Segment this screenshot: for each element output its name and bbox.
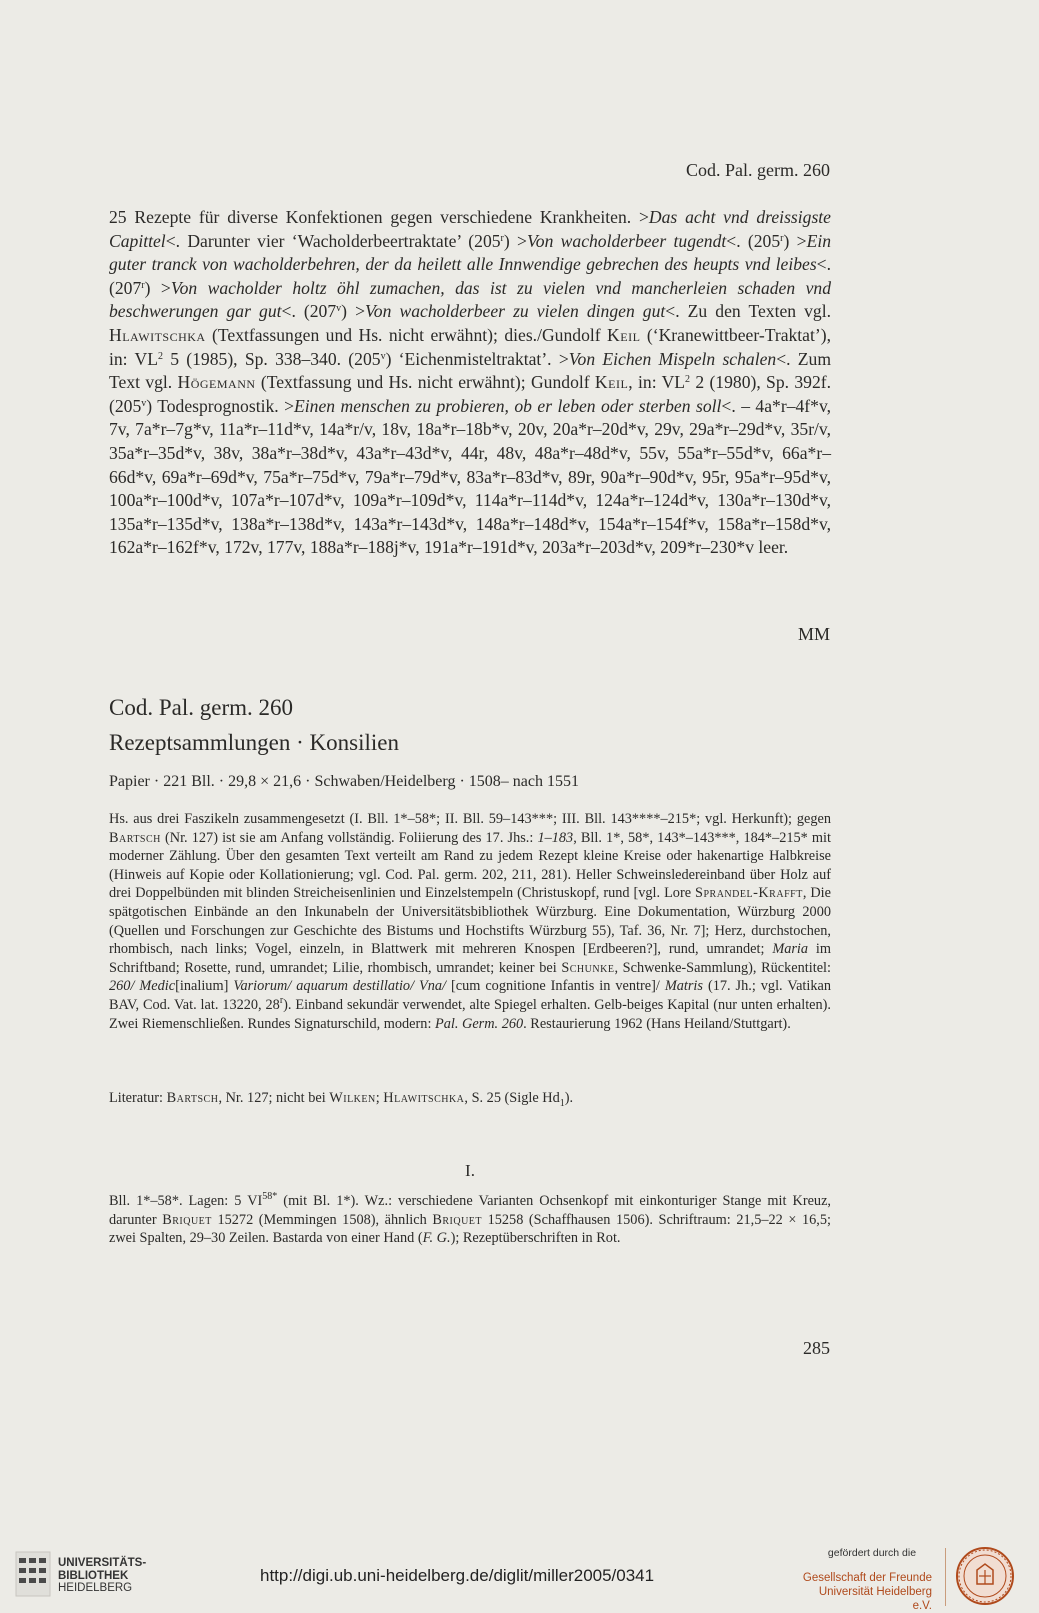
ub-heidelberg-logo (14, 1550, 52, 1598)
running-head: Cod. Pal. germ. 260 (686, 160, 830, 180)
library-name: UNIVERSITÄTS- BIBLIOTHEK HEIDELBERG (58, 1557, 147, 1594)
literature-line: Literatur: Bartsch, Nr. 127; nicht bei Wilken; Hlawitschka, S. 25 (Sigle $Hd_1$). (109, 1090, 574, 1109)
entry-title: Cod. Pal. germ. 260 (109, 695, 293, 720)
page-number: 285 (803, 1338, 830, 1358)
sponsor-block: gefördert durch die Gesellschaft der Freunde Universität Heidelberg e.V. (802, 1547, 932, 1612)
previous-entry-paragraph: 25 Rezepte für diverse Konfektionen gegen verschiedene Krankheiten. >Das acht vnd dreissigste Capittel<. Darunter vier ‘Wacholderbeertraktate’ $(205^r) >Von$ wacholderbeer tugendt<. $(205^r) >Ein$ guter tranck von wacholderbehren, der da heilett alle Innwendige gebrechen des heupts vnd leibes<. $(207^r) >Von$ wacholder holtz öhl zumachen, das ist zu vielen vnd mancherleien schaden vnd beschwerungen gar gut<. $(207^v) >Von$ wacholderbeer zu vielen dingen gut<. Zu den Texten vgl. Hlawitschka (Textfassungen und Hs. nicht erwähnt); dies./Gundolf Keil (‘Kranewittbeer-Traktat’), in: $VL^2$ 5 (1985), Sp. 338–340. (205$^v$) ‘Eichenmisteltraktat’. >Von Eichen Mispeln schalen<. Zum Text vgl. Högemann (Textfassung und Hs. nicht erwähnt); Gundolf Keil, in: $VL^2$ 2 (1980), Sp. 392f. (205$^v$) Todesprognostik. >Einen menschen zu probieren, ob er leben oder sterben soll<. – 4a*r–4f*v, 7v, 7a*r–7g*v, 11a*r–11d*v, 14a*r/v, 18v, 18a*r–18b*v, 20v, 20a*r–20d*v, 29v, 29a*r–29d*v, 35r/v, 35a*r–35d*v, 38v, 38a*r–38d*v, 43a*r–43d*v, 44r, 48v, 48a*r–48d*v, 55v, 55a*r–55d*v, 66a*r–66d*v, 69a*r–69d*v, 75a*r–75d*v, 79a*r–79d*v, 83a*r–83d*v, 89r, 90a*r–90d*v, 95r, 95a*r–95d*v, 100a*r–100d*v, 107a*r–107d*v, 109a*r–109d*v, 114a*r–114d*v, 124a*r–124d*v, 130a*r–130d*v, 135a*r–135d*v, 138a*r–138d*v, 143a*r–143d*v, 148a*r–148d*v, 154a*r–154f*v, 158a*r–158d*v, 162a*r–162f*v, 172v, 177v, 188a*r–188j*v, 191a*r–191d*v, 203a*r–203d*v, 209*r–230*v leer. (109, 207, 832, 558)
entry-meta: Papier · 221 Bll. · 29,8 × 21,6 · Schwaben/Heidelberg · 1508– nach 1551 (109, 773, 579, 790)
entry-subtitle: Rezeptsammlungen · Konsilien (109, 730, 399, 755)
description-paragraph: Hs. aus drei Faszikeln zusammengesetzt (I. Bll. 1*–58*; II. Bll. 59–143***; III. Bll. 143****–215*; vgl. Herkunft); gegen Bartsch (Nr. 127) ist sie am Anfang vollständig. Foliierung des 17. Jhs.: 1–183, Bll. 1*, 58*, 143*–143***, 184*–215* mit moderner Zählung. Über den gesamten Text verteilt am Rand zu jedem Rezept kleine Kreise oder hakenartige Halbkreise (Hinweis auf Kopie oder Kollationierung; vgl. Cod. Pal. germ. 202, 211, 281). Heller Schweinsledereinband über Holz auf drei Doppelbünden mit blinden Streicheisenlinien und Einzelstempeln (Christuskopf, rund [vgl. Lore Sprandel-Krafft, Die spätgotischen Einbände an den Inkunabeln der Universitätsbibliothek Würzburg. Eine Dokumentation, Würzburg 2000 (Quellen und Forschungen zur Geschichte des Bistums und Hochstifts Würzburg 55), Taf. 36, Nr. 7]; Herz, durchstochen, rhombisch, nach links; Vogel, einzeln, in Blattwerk mit mehreren Knospen [Erdbeeren?], rund, umrandet; Maria im Schriftband; Rosette, rund, umrandet; Lilie, rhombisch, umrandet; keiner bei Schunke, Schwenke-Sammlung), Rückentitel: 260/ Medic[inalium] Variorum/ aquarum destillatio/ Vna/ [cum cognitione Infantis in ventre]/ Matris (17. Jh.; vgl. Vatikan BAV, Cod. Vat. lat. 13220, 28$^r$). Einband sekundär verwendet, alte Spiegel erhalten. Gelb-beiges Kapital (nur unten erhalten). Zwei Riemenschließen. Rundes Signaturschild, modern: Pal. Germ. 260. Restaurierung 1962 (Hans Heiland/Stuttgart). (109, 811, 832, 1032)
permalink-url[interactable]: http://digi.ub.uni-heidelberg.de/diglit/miller2005/0341 (260, 1566, 655, 1585)
viewer-footer (0, 1540, 1039, 1612)
section-heading: I. (465, 1161, 475, 1180)
footer-divider (945, 1548, 946, 1606)
author-initials: MM (797, 624, 830, 644)
section-one-paragraph: Bll. 1*–58*. Lagen: 5 $VI^{58*}$ (mit Bl. 1*). Wz.: verschiedene Varianten Ochsenkopf mit einkonturiger Stange mit Kreuz, darunter Briquet 15272 (Memmingen 1508), ähnlich Briquet 15258 (Schaffhausen 1506). Schriftraum: 21,5–22 × 16,5; zwei Spalten, 29–30 Zeilen. Bastarda von einer Hand (F. G.); Rezeptüberschriften in Rot. (109, 1191, 831, 1247)
university-seal-icon (955, 1546, 1015, 1606)
